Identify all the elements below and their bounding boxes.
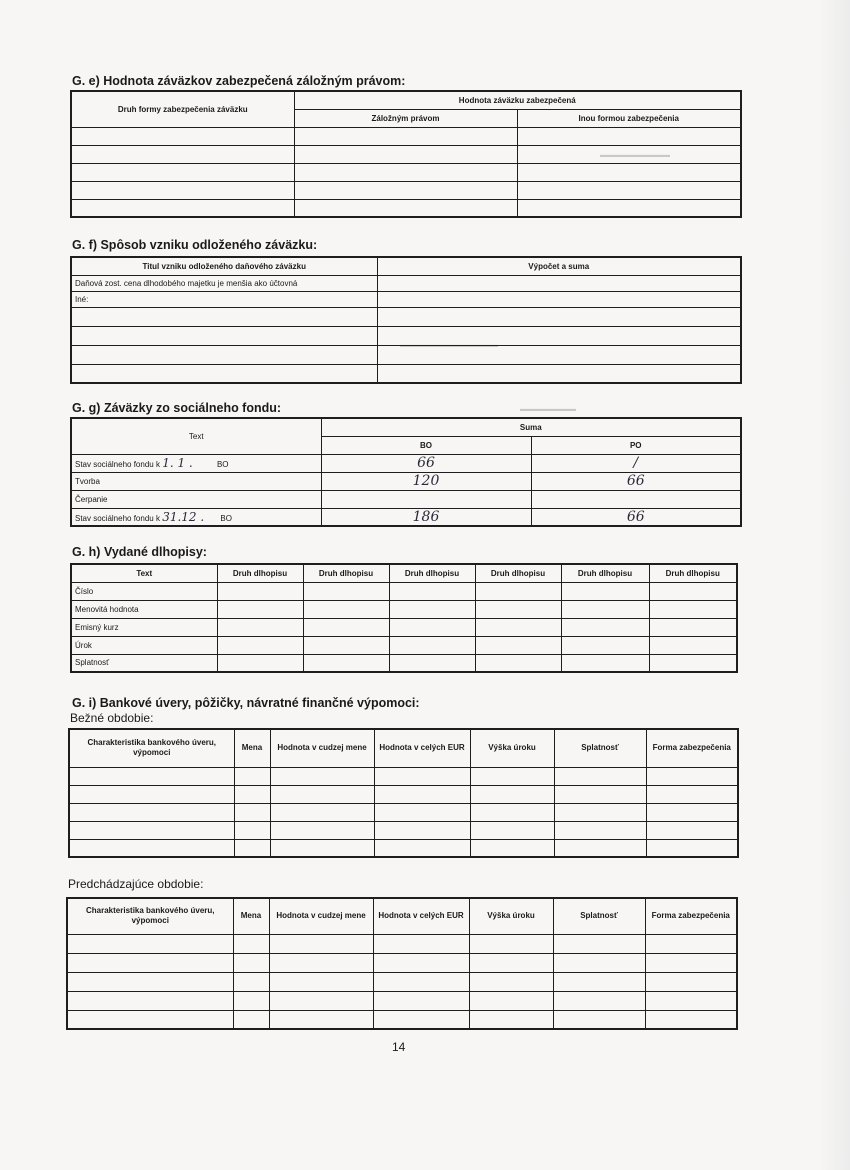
- input-cell[interactable]: [217, 618, 303, 636]
- header-hodnota-cudzej-mene: Hodnota v cudzej mene: [269, 898, 373, 934]
- input-cell-bo[interactable]: [321, 454, 531, 472]
- input-cell-bo[interactable]: [321, 490, 531, 508]
- input-cell[interactable]: [475, 582, 561, 600]
- header-charakteristika: Charakteristika bankového úveru, výpomoci: [69, 729, 234, 767]
- header-inou-formou: Inou formou zabezpečenia: [517, 109, 741, 127]
- input-cell[interactable]: [645, 991, 737, 1010]
- input-cell[interactable]: [217, 582, 303, 600]
- input-cell[interactable]: [67, 972, 233, 991]
- input-cell-po[interactable]: [531, 472, 741, 490]
- row-label-cerpanie: Čerpanie: [71, 490, 321, 508]
- input-cell[interactable]: [234, 803, 270, 821]
- header-text: Text: [71, 564, 217, 582]
- input-cell[interactable]: [649, 600, 737, 618]
- row-label-splatnost: Splatnosť: [71, 654, 217, 672]
- input-cell[interactable]: [389, 600, 475, 618]
- table-g-f: [70, 256, 742, 384]
- input-cell[interactable]: [270, 767, 374, 785]
- input-cell[interactable]: [645, 953, 737, 972]
- input-cell[interactable]: [303, 636, 389, 654]
- input-cell[interactable]: [67, 934, 233, 953]
- table-row: [71, 508, 741, 526]
- table-row: [67, 953, 737, 972]
- handwritten-date: 31.12 .: [162, 509, 205, 524]
- input-cell[interactable]: [561, 636, 649, 654]
- table-row: [71, 291, 741, 307]
- input-cell[interactable]: [649, 636, 737, 654]
- input-cell[interactable]: [69, 785, 234, 803]
- input-cell[interactable]: [475, 636, 561, 654]
- input-cell-po[interactable]: [531, 508, 741, 526]
- header-hodnota-zavazku: Hodnota záväzku zabezpečená: [294, 91, 741, 109]
- table-g-h: [70, 563, 738, 673]
- input-cell[interactable]: [71, 199, 294, 217]
- input-cell[interactable]: [233, 972, 269, 991]
- input-cell[interactable]: [234, 821, 270, 839]
- input-cell[interactable]: [561, 618, 649, 636]
- header-mena: Mena: [234, 729, 270, 767]
- header-hodnota-cudzej-mene: Hodnota v cudzej mene: [270, 729, 374, 767]
- input-cell[interactable]: [469, 934, 553, 953]
- input-cell[interactable]: [646, 821, 738, 839]
- table-g-e: [70, 90, 742, 218]
- row-text: Stav sociálneho fondu k: [75, 513, 160, 523]
- table-row: [69, 767, 738, 785]
- handwritten-value: 186: [412, 508, 440, 525]
- table-row: [69, 821, 738, 839]
- input-cell-bo[interactable]: [321, 508, 531, 526]
- input-cell[interactable]: [294, 163, 517, 181]
- handwritten-value: 66: [417, 455, 435, 471]
- header-text: Text: [71, 418, 321, 454]
- table-row: [67, 991, 737, 1010]
- input-cell[interactable]: [269, 953, 373, 972]
- input-cell[interactable]: [470, 785, 554, 803]
- header-druh-formy: Druh formy zabezpečenia záväzku: [71, 91, 294, 127]
- input-cell[interactable]: [294, 127, 517, 145]
- table-row: [67, 1010, 737, 1029]
- input-cell[interactable]: [553, 991, 645, 1010]
- table-row: [71, 181, 741, 199]
- handwritten-date: 1. 1 .: [162, 456, 193, 470]
- input-cell[interactable]: [553, 972, 645, 991]
- input-cell[interactable]: [294, 199, 517, 217]
- input-cell[interactable]: [374, 821, 470, 839]
- input-cell[interactable]: [69, 803, 234, 821]
- section-title-g-e: G. e) Hodnota záväzkov zabezpečená záložným právom:: [72, 74, 406, 88]
- table-row: [71, 582, 737, 600]
- header-vyska-uroku: Výška úroku: [469, 898, 553, 934]
- input-cell[interactable]: [469, 991, 553, 1010]
- handwritten-value: 66: [626, 473, 645, 489]
- row-label-stav-fondu-koniec: [71, 508, 321, 526]
- table-row: [71, 345, 741, 364]
- input-cell[interactable]: [269, 972, 373, 991]
- header-po: PO: [531, 436, 741, 454]
- input-cell[interactable]: [217, 654, 303, 672]
- table-row: [71, 145, 741, 163]
- header-bo: BO: [321, 436, 531, 454]
- header-vyska-uroku: Výška úroku: [470, 729, 554, 767]
- input-cell[interactable]: [561, 600, 649, 618]
- input-cell[interactable]: [269, 991, 373, 1010]
- header-druh-dlhopisu: Druh dlhopisu: [217, 564, 303, 582]
- header-druh-dlhopisu: Druh dlhopisu: [649, 564, 737, 582]
- table-row: [71, 636, 737, 654]
- input-cell[interactable]: [71, 364, 377, 383]
- input-cell[interactable]: [71, 181, 294, 199]
- input-cell[interactable]: [649, 618, 737, 636]
- table-row: [71, 472, 741, 490]
- input-cell[interactable]: [269, 934, 373, 953]
- input-cell[interactable]: [71, 163, 294, 181]
- row-label-cislo: Číslo: [71, 582, 217, 600]
- input-cell[interactable]: [374, 785, 470, 803]
- header-splatnost: Splatnosť: [553, 898, 645, 934]
- input-cell[interactable]: [377, 275, 741, 291]
- input-cell[interactable]: [71, 307, 377, 326]
- input-cell-po[interactable]: [531, 454, 741, 472]
- input-cell[interactable]: [374, 803, 470, 821]
- input-cell[interactable]: [475, 654, 561, 672]
- input-cell[interactable]: [377, 326, 741, 345]
- label-predchadzajuce-obdobie: Predchádzajúce obdobie:: [68, 877, 204, 891]
- input-cell[interactable]: [517, 145, 741, 163]
- table-row: [71, 127, 741, 145]
- input-cell[interactable]: [71, 145, 294, 163]
- header-druh-dlhopisu: Druh dlhopisu: [303, 564, 389, 582]
- input-cell-bo[interactable]: [321, 472, 531, 490]
- handwritten-value: 120: [412, 473, 440, 489]
- header-forma-zabezpecenia: Forma zabezpečenia: [645, 898, 737, 934]
- table-row: [71, 364, 741, 383]
- header-forma-zabezpecenia: Forma zabezpečenia: [646, 729, 738, 767]
- input-cell[interactable]: [554, 803, 646, 821]
- scan-edge-shadow: [818, 0, 850, 1170]
- input-cell[interactable]: [389, 654, 475, 672]
- input-cell[interactable]: [649, 654, 737, 672]
- period-label: BO: [220, 513, 232, 523]
- header-druh-dlhopisu: Druh dlhopisu: [389, 564, 475, 582]
- table-row: [71, 275, 741, 291]
- period-label: BO: [216, 460, 229, 469]
- input-cell[interactable]: [645, 972, 737, 991]
- input-cell[interactable]: [645, 934, 737, 953]
- input-cell[interactable]: [389, 618, 475, 636]
- input-cell[interactable]: [234, 839, 270, 857]
- row-label-menovita-hodnota: Menovitá hodnota: [71, 600, 217, 618]
- input-cell[interactable]: [373, 1010, 469, 1029]
- input-cell[interactable]: [233, 1010, 269, 1029]
- input-cell[interactable]: [233, 953, 269, 972]
- input-cell[interactable]: [389, 636, 475, 654]
- input-cell[interactable]: [649, 582, 737, 600]
- input-cell[interactable]: [469, 1010, 553, 1029]
- table-row: [71, 163, 741, 181]
- input-cell[interactable]: [67, 953, 233, 972]
- row-label-ine: Iné:: [71, 291, 377, 307]
- input-cell[interactable]: [373, 991, 469, 1010]
- input-cell[interactable]: [475, 600, 561, 618]
- handwritten-value: /: [633, 455, 639, 471]
- input-cell[interactable]: [554, 839, 646, 857]
- table-g-i-bezne: [68, 728, 739, 858]
- input-cell[interactable]: [377, 345, 741, 364]
- input-cell[interactable]: [554, 821, 646, 839]
- input-cell[interactable]: [69, 767, 234, 785]
- table-row: [71, 654, 737, 672]
- section-title-g-i: G. i) Bankové úvery, pôžičky, návratné finančné výpomoci:: [72, 696, 420, 710]
- input-cell[interactable]: [69, 821, 234, 839]
- table-row: [69, 839, 738, 857]
- table-row: [71, 618, 737, 636]
- input-cell[interactable]: [233, 991, 269, 1010]
- input-cell[interactable]: [71, 127, 294, 145]
- input-cell[interactable]: [470, 803, 554, 821]
- input-cell[interactable]: [234, 785, 270, 803]
- input-cell[interactable]: [303, 654, 389, 672]
- row-label-emisny-kurz: Emisný kurz: [71, 618, 217, 636]
- header-charakteristika: Charakteristika bankového úveru, výpomoci: [67, 898, 233, 934]
- table-row: [69, 785, 738, 803]
- input-cell[interactable]: [373, 953, 469, 972]
- input-cell[interactable]: [69, 839, 234, 857]
- input-cell[interactable]: [561, 654, 649, 672]
- input-cell[interactable]: [389, 582, 475, 600]
- input-cell[interactable]: [294, 145, 517, 163]
- input-cell[interactable]: [269, 1010, 373, 1029]
- input-cell[interactable]: [554, 785, 646, 803]
- input-cell[interactable]: [270, 785, 374, 803]
- header-druh-dlhopisu: Druh dlhopisu: [475, 564, 561, 582]
- table-row: [69, 803, 738, 821]
- header-vypocet-suma: Výpočet a suma: [377, 257, 741, 275]
- table-row: [67, 972, 737, 991]
- row-label-urok: Úrok: [71, 636, 217, 654]
- input-cell[interactable]: [517, 181, 741, 199]
- input-cell[interactable]: [517, 163, 741, 181]
- input-cell[interactable]: [561, 582, 649, 600]
- input-cell-po[interactable]: [531, 490, 741, 508]
- table-row: [71, 454, 741, 472]
- input-cell[interactable]: [470, 839, 554, 857]
- table-g-g: [70, 417, 742, 527]
- input-cell[interactable]: [553, 953, 645, 972]
- bleed-through-mark: ▬▬▬▬▬▬▬▬▬▬: [600, 152, 670, 159]
- input-cell[interactable]: [470, 821, 554, 839]
- section-title-g-h: G. h) Vydané dlhopisy:: [72, 545, 207, 559]
- table-row: [71, 326, 741, 345]
- input-cell[interactable]: [553, 934, 645, 953]
- input-cell[interactable]: [374, 767, 470, 785]
- row-text: Stav sociálneho fondu k: [75, 460, 160, 469]
- section-title-g-f: G. f) Spôsob vzniku odloženého záväzku:: [72, 238, 318, 252]
- input-cell[interactable]: [517, 127, 741, 145]
- input-cell[interactable]: [646, 785, 738, 803]
- row-label-tvorba: Tvorba: [71, 472, 321, 490]
- input-cell[interactable]: [270, 803, 374, 821]
- input-cell[interactable]: [67, 991, 233, 1010]
- input-cell[interactable]: [470, 767, 554, 785]
- input-cell[interactable]: [71, 326, 377, 345]
- bleed-through-mark: ▬▬▬▬▬▬▬▬: [520, 406, 576, 413]
- table-row: [71, 307, 741, 326]
- input-cell[interactable]: [553, 1010, 645, 1029]
- input-cell[interactable]: [294, 181, 517, 199]
- input-cell[interactable]: [71, 345, 377, 364]
- table-row: [71, 600, 737, 618]
- header-mena: Mena: [233, 898, 269, 934]
- header-hodnota-eur: Hodnota v celých EUR: [374, 729, 470, 767]
- input-cell[interactable]: [646, 767, 738, 785]
- page-number: 14: [392, 1040, 406, 1054]
- input-cell[interactable]: [475, 618, 561, 636]
- input-cell[interactable]: [645, 1010, 737, 1029]
- input-cell[interactable]: [554, 767, 646, 785]
- table-row: [71, 490, 741, 508]
- input-cell[interactable]: [233, 934, 269, 953]
- input-cell[interactable]: [377, 307, 741, 326]
- row-label-danova-zost-cena: Daňová zost. cena dlhodobého majetku je menšia ako účtovná: [71, 275, 377, 291]
- input-cell[interactable]: [234, 767, 270, 785]
- handwritten-value: 66: [626, 508, 645, 525]
- input-cell[interactable]: [303, 618, 389, 636]
- input-cell[interactable]: [270, 821, 374, 839]
- section-title-g-g: G. g) Záväzky zo sociálneho fondu:: [72, 401, 282, 415]
- header-titul-vzniku: Titul vzniku odloženého daňového záväzku: [71, 257, 377, 275]
- bleed-through-mark: ▬▬▬▬▬▬▬▬▬▬▬▬▬▬: [400, 342, 498, 349]
- input-cell[interactable]: [217, 636, 303, 654]
- table-g-i-predchadzajuce: [66, 897, 738, 1030]
- header-suma: Suma: [321, 418, 741, 436]
- header-splatnost: Splatnosť: [554, 729, 646, 767]
- label-bezne-obdobie: Bežné obdobie:: [70, 711, 154, 725]
- table-row: [71, 199, 741, 217]
- input-cell[interactable]: [469, 953, 553, 972]
- input-cell[interactable]: [303, 600, 389, 618]
- input-cell[interactable]: [377, 364, 741, 383]
- input-cell[interactable]: [303, 582, 389, 600]
- input-cell[interactable]: [469, 972, 553, 991]
- input-cell[interactable]: [373, 972, 469, 991]
- input-cell[interactable]: [646, 803, 738, 821]
- input-cell[interactable]: [373, 934, 469, 953]
- input-cell[interactable]: [377, 291, 741, 307]
- row-label-stav-fondu-zaciatok: [71, 454, 321, 472]
- input-cell[interactable]: [270, 839, 374, 857]
- input-cell[interactable]: [217, 600, 303, 618]
- header-hodnota-eur: Hodnota v celých EUR: [373, 898, 469, 934]
- header-druh-dlhopisu: Druh dlhopisu: [561, 564, 649, 582]
- header-zaloznym-pravom: Záložným právom: [294, 109, 517, 127]
- input-cell[interactable]: [67, 1010, 233, 1029]
- input-cell[interactable]: [646, 839, 738, 857]
- table-row: [67, 934, 737, 953]
- input-cell[interactable]: [374, 839, 470, 857]
- input-cell[interactable]: [517, 199, 741, 217]
